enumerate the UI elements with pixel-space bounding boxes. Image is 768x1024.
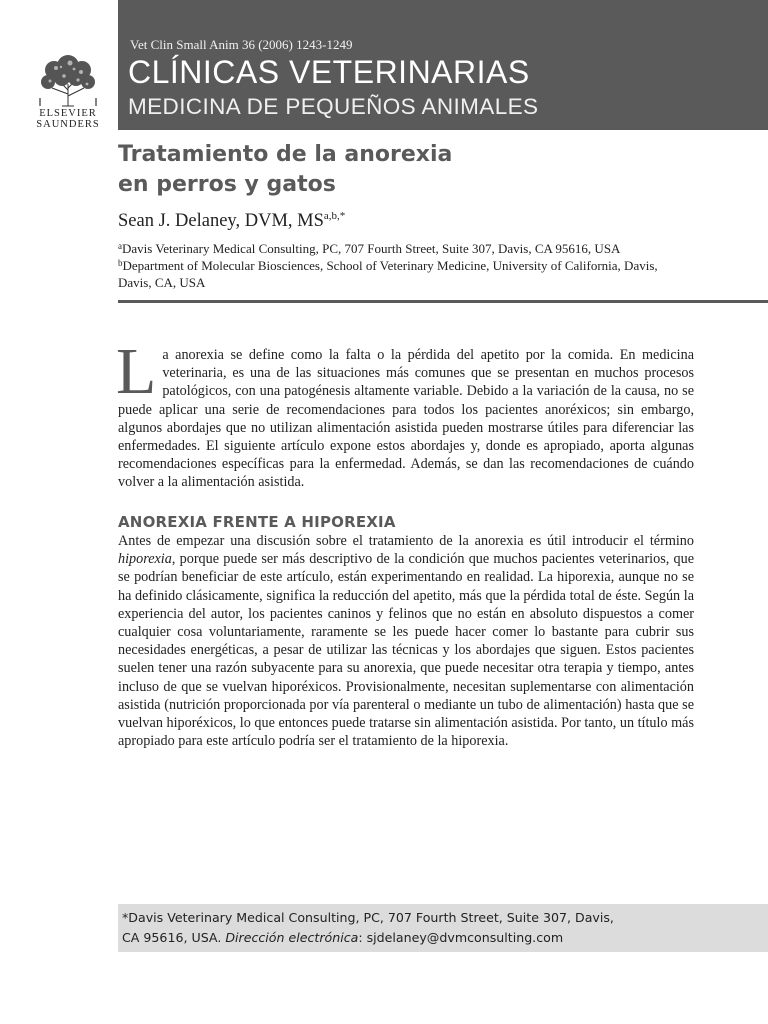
- elsevier-tree-icon: [34, 54, 102, 108]
- footnote-email-label: Dirección electrónica: [225, 930, 359, 945]
- footnote-email[interactable]: sjdelaney@dvmconsulting.com: [366, 930, 564, 945]
- section-text-after: , porque puede ser más descriptivo de la condición que muchos pacientes veterinarios, que se podrían beneficiar de este artículo, están experimentando en realidad. La hiporexia, aunque no se ha definido clásicamente, significa la reducción del apetito, más que la pérdida total de éste. Según la experiencia del autor, los pacientes caninos y felinos que no están en absoluto dispuestos a comer cualquier cosa voluntariamente, raramente se les puede hacer comer lo bastante para cubrir sus necesidades energéticas, a pesar de utilizar las técnicas y los abordajes que siguen. Estos pacientes suelen tener una razón subyacente para su anorexia, que puede necesitar otra terapia y tiempo, antes incluso de que se vuelvan hiporéxicos. Provisionalmente, necesitan suplementarse con alimentación asistida (nutrición proporcionada por vía parenteral o mediante un tubo de alimentación) hasta que se vuelvan hiporéxicos, lo que entonces puede tratarse sin alimentación asistida. Por tanto, un título más apropiado para este artículo podría ser el tratamiento de la hiporexia.: [118, 551, 694, 750]
- footnote-email-sep: :: [358, 930, 367, 945]
- footnote-line-1: *Davis Veterinary Medical Consulting, PC, 707 Fourth Street, Suite 307, Davis,: [122, 910, 614, 925]
- affiliation-mark: b: [118, 258, 123, 268]
- section-term: hiporexia: [118, 551, 172, 568]
- affiliation-text: Department of Molecular Biosciences, School of Veterinary Medicine, University of California, Davis, Davis, CA, USA: [118, 258, 658, 290]
- journal-header-band: [118, 0, 768, 130]
- section-text-before: Antes de empezar una discusión sobre el tratamiento de la anorexia es útil introducir el término: [118, 533, 694, 549]
- drop-cap: L: [116, 335, 157, 408]
- section-paragraph: [118, 532, 694, 750]
- journal-title: CLÍNICAS VETERINARIAS: [128, 54, 530, 90]
- affiliation-b: [118, 255, 678, 291]
- citation: Vet Clin Small Anim 36 (2006) 1243-1249: [130, 37, 353, 52]
- footnote-line-2: [122, 928, 768, 948]
- publisher-logo: [30, 54, 106, 130]
- section-heading: ANOREXIA FRENTE A HIPOREXIA: [118, 513, 396, 531]
- author-marks: a,b,*: [323, 210, 346, 222]
- publisher-name: ELSEVIER: [39, 108, 97, 119]
- author-name: Sean J. Delaney, DVM, MS: [118, 211, 324, 231]
- footnote: [118, 904, 768, 952]
- article-title-line-2: en perros y gatos: [118, 172, 336, 197]
- header-divider: [118, 300, 768, 303]
- affiliation-mark: a: [118, 241, 122, 251]
- intro-paragraph: [116, 335, 694, 492]
- author-line: [118, 210, 345, 232]
- intro-text: a anorexia se define como la falta o la pérdida del apetito por la comida. En medicina veterinaria, es una de las situaciones más comunes que se presentan en muchos procesos patológicos, con una patogénesis altamente variable. Debido a la variación de la causa, no se puede aplicar una serie de recomendaciones para todos los pacientes anoréxicos; sin embargo, algunos abordajes que no utilizan alimentación asistida pueden mostrarse útiles para diferenciar las enfermedades. El siguiente artículo expone estos abordajes y, donde es apropiado, aporta algunas recomendaciones específicas para la enfermedad. Además, se dan las recomendaciones de cuándo volver a la alimentación asistida.: [118, 347, 694, 491]
- article-title-line-1: Tratamiento de la anorexia: [118, 142, 453, 167]
- affiliation-text: Davis Veterinary Medical Consulting, PC, 707 Fourth Street, Suite 307, Davis, CA 95616, USA: [122, 241, 621, 256]
- footnote-address: CA 95616, USA.: [122, 930, 226, 945]
- journal-subtitle: MEDICINA DE PEQUEÑOS ANIMALES: [128, 94, 539, 119]
- article-title: [118, 140, 738, 200]
- publisher-imprint: SAUNDERS: [36, 119, 100, 130]
